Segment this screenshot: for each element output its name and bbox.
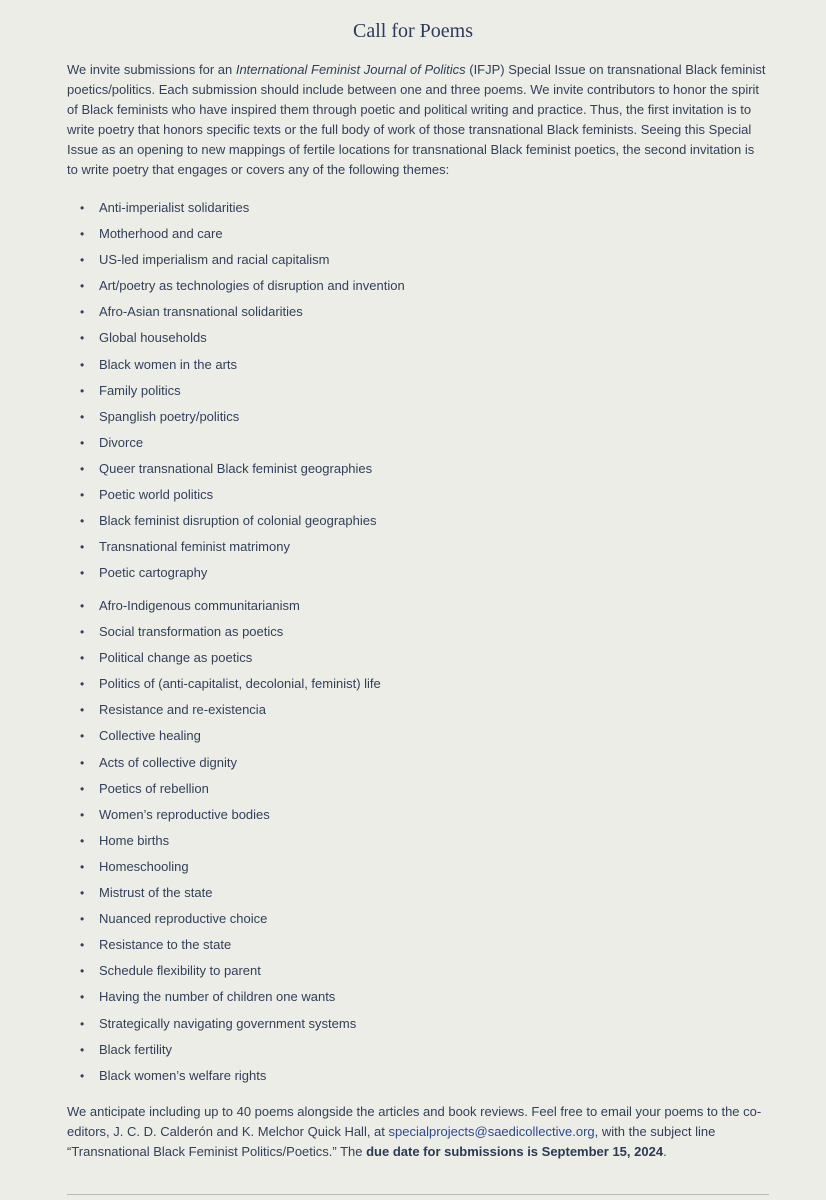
theme-list-item: • Resistance and re-existencia [80, 700, 730, 726]
email-link[interactable]: specialprojects@saedicollective.org [388, 1124, 595, 1139]
theme-list-item: • Social transformation as poetics [80, 622, 730, 648]
journal-name: International Feminist Journal of Politics [235, 62, 466, 77]
page-title: Call for Poems [353, 20, 473, 42]
theme-list-item: • Poetics of rebellion [80, 779, 730, 805]
theme-list-item: • Home births [80, 831, 730, 857]
theme-list-item: • Global households [80, 328, 730, 354]
theme-list-item: • Nuanced reproductive choice [80, 909, 730, 935]
theme-list-item: • Poetic world politics [80, 485, 730, 511]
theme-list-item: • Queer transnational Black feminist geographies [80, 459, 730, 485]
theme-list-item: • Afro-Asian transnational solidarities [80, 302, 730, 328]
theme-list-item: • Transnational feminist matrimony [80, 537, 730, 563]
theme-list-item: • Political change as poetics [80, 648, 730, 674]
theme-list-item: • Afro-Indigenous communitarianism [80, 596, 730, 622]
closing-text-middle: , with the subject line “Transnational Black Feminist Politics/Poetics.” The [67, 1124, 716, 1159]
intro-paragraph [67, 60, 767, 180]
theme-list-item: • Divorce [80, 433, 730, 459]
theme-list-item: • Black feminist disruption of colonial geographies [80, 511, 730, 537]
theme-list-item: • Acts of collective dignity [80, 753, 730, 779]
theme-list-item: • Motherhood and care [80, 224, 730, 250]
theme-list-item: • Politics of (anti-capitalist, decolonial, feminist) life [80, 674, 730, 700]
theme-list-item: • Strategically navigating government systems [80, 1014, 730, 1040]
theme-list-item: • Women’s reproductive bodies [80, 805, 730, 831]
theme-list-item: • Schedule flexibility to parent [80, 961, 730, 987]
theme-list-item: • Black women’s welfare rights [80, 1066, 730, 1092]
theme-list-item: • Poetic cartography [80, 563, 730, 589]
themes-list-second [80, 596, 730, 1092]
intro-text-rest: (IFJP) Special Issue on transnational Black feminist poetics/politics. Each submission should include between one and three poems. We invite contributors to honor the spirit of Black feminists who have inspired them through poetic and political writing and practice. Thus, the first invitation is to write poetry that honors specific texts or the full body of work of those transnational Black feminists. Seeing this Special Issue as an opening to new mappings of fertile locations for transnational Black feminist poetics, the second invitation is to write poetry that engages or covers any of the following themes: [67, 62, 766, 177]
theme-list-item: • Spanglish poetry/politics [80, 407, 730, 433]
due-date: due date for submissions is September 15, 2024 [366, 1144, 664, 1159]
closing-paragraph [67, 1102, 772, 1162]
theme-list-item: • Family politics [80, 381, 730, 407]
themes-list-first [80, 198, 730, 589]
intro-text-start: We invite submissions for an [67, 62, 236, 77]
theme-list-item: • US-led imperialism and racial capitalism [80, 250, 730, 276]
theme-list-item: • Having the number of children one wants [80, 987, 730, 1013]
theme-list-item: • Art/poetry as technologies of disruption and invention [80, 276, 730, 302]
theme-list-item: • Collective healing [80, 726, 730, 752]
theme-list-item: • Mistrust of the state [80, 883, 730, 909]
theme-list-item: • Anti-imperialist solidarities [80, 198, 730, 224]
theme-list-item: • Black women in the arts [80, 355, 730, 381]
divider [67, 1194, 769, 1195]
closing-text-end: . [663, 1144, 667, 1159]
theme-list-item: • Resistance to the state [80, 935, 730, 961]
theme-list-item: • Homeschooling [80, 857, 730, 883]
theme-list-item: • Black fertility [80, 1040, 730, 1066]
closing-text-start: We anticipate including up to 40 poems alongside the articles and book reviews. Feel free to email your poems to the co-editors, J. C. D. Calderón and K. Melchor Quick Hall, at [67, 1104, 762, 1139]
